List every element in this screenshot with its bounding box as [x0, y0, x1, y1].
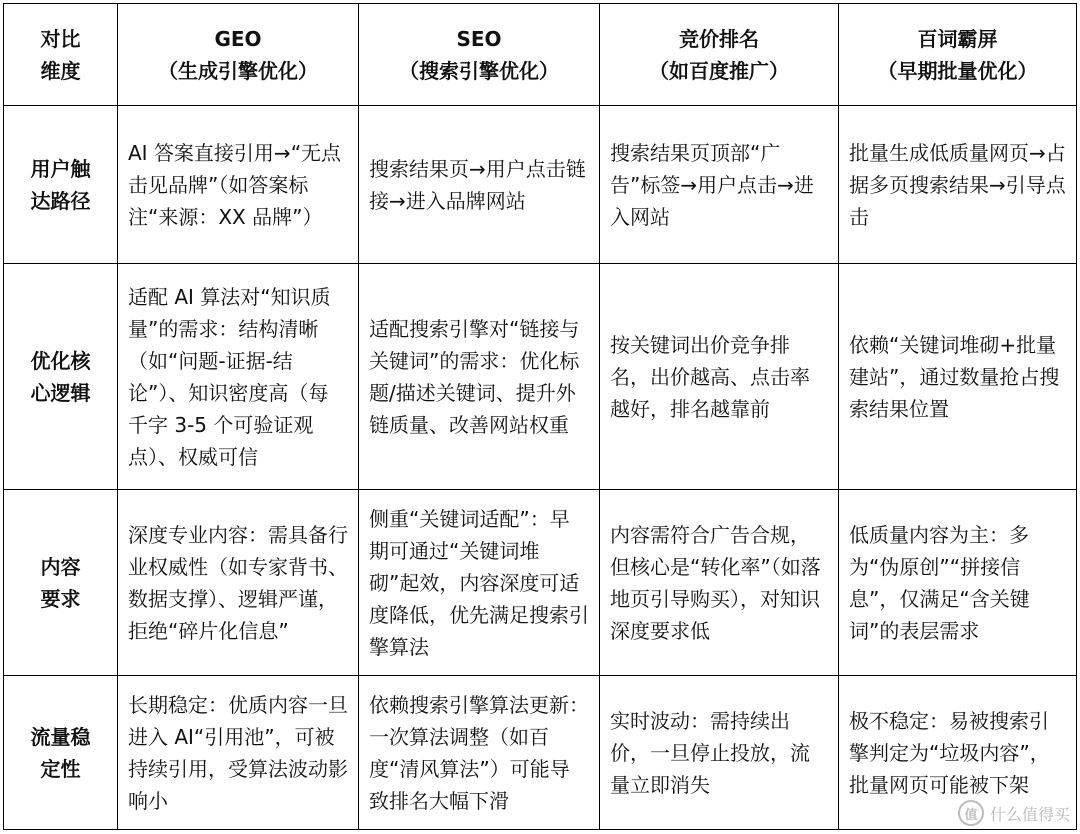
cell-seo: 搜索结果页→用户点击链接→进入品牌网站 [359, 106, 600, 264]
cell-bidding: 按关键词出价竞争排名，出价越高、点击率越好，排名越靠前 [600, 264, 839, 490]
table-row-traffic-stability [4, 676, 1077, 830]
header-seo [359, 4, 600, 106]
cell-bidding: 搜索结果页顶部“广告”标签→用户点击→进入网站 [600, 106, 839, 264]
header-geo-line1: GEO [214, 26, 262, 51]
header-bulk [839, 4, 1077, 106]
table-row-content-requirements [4, 490, 1077, 676]
row-head-line1: 优化核 [30, 348, 91, 373]
row-head-line2: 达路径 [30, 188, 91, 213]
header-bidding-line1: 竞价排名 [679, 26, 759, 51]
table-row-reach-path [4, 106, 1077, 264]
header-bulk-line1: 百词霸屏 [917, 26, 998, 51]
row-head-reach-path [4, 106, 118, 264]
header-bidding-line2: （如百度推广） [649, 58, 789, 83]
cell-bulk: 批量生成低质量网页→占据多页搜索结果→引导点击 [839, 106, 1077, 264]
cell-bidding: 实时波动：需持续出价，一旦停止投放，流量立即消失 [600, 676, 839, 830]
header-seo-line2: （搜索引擎优化） [399, 58, 559, 83]
cell-geo: 适配 AI 算法对“知识质量”的需求：结构清晰（如“问题-证据-结论”）、知识密度高（每千字 3-5 个可验证观点）、权威可信 [118, 264, 359, 490]
watermark-text: 什么值得买 [989, 804, 1070, 824]
cell-geo: 长期稳定：优质内容一旦进入 AI“引用池”，可被持续引用，受算法波动影响小 [118, 676, 359, 830]
cell-geo: AI 答案直接引用→“无点击见品牌”（如答案标注“来源：XX 品牌”） [118, 106, 359, 264]
header-bulk-line2: （早期批量优化） [877, 58, 1038, 83]
row-head-traffic-stability [4, 676, 118, 830]
cell-bulk: 极不稳定：易被搜索引擎判定为“垃圾内容”，批量网页可能被下架 [839, 676, 1077, 830]
row-head-line2: 定性 [40, 756, 81, 781]
header-dimension-line1: 对比 [40, 26, 81, 51]
row-head-line2: 心逻辑 [30, 380, 91, 405]
cell-seo: 适配搜索引擎对“链接与关键词”的需求：优化标题/描述关键词、提升外链质量、改善网站权重 [359, 264, 600, 490]
row-head-line1: 流量稳 [30, 724, 91, 749]
header-row [4, 4, 1077, 106]
smzdm-logo-icon: 值 [958, 800, 984, 826]
cell-bulk: 低质量内容为主：多为“伪原创”“拼接信息”，仅满足“含关键词”的表层需求 [839, 490, 1077, 676]
table-row-core-logic [4, 264, 1077, 490]
row-head-line2: 要求 [40, 586, 81, 611]
header-seo-line1: SEO [456, 26, 502, 51]
cell-geo: 深度专业内容：需具备行业权威性（如专家背书、数据支撑）、逻辑严谨，拒绝“碎片化信息” [118, 490, 359, 676]
cell-seo: 依赖搜索引擎算法更新：一次算法调整（如百度“清风算法”）可能导致排名大幅下滑 [359, 676, 600, 830]
header-geo-line2: （生成引擎优化） [158, 58, 318, 83]
header-geo [118, 4, 359, 106]
header-bidding [600, 4, 839, 106]
header-dimension-line2: 维度 [40, 58, 81, 83]
row-head-content-requirements [4, 490, 118, 676]
row-head-line1: 内容 [40, 554, 81, 579]
comparison-table [3, 3, 1077, 830]
header-dimension [4, 4, 118, 106]
cell-seo: 侧重“关键词适配”：早期可通过“关键词堆砌”起效，内容深度可适度降低，优先满足搜索引擎算法 [359, 490, 600, 676]
row-head-line1: 用户触 [30, 156, 91, 181]
cell-bidding: 内容需符合广告合规，但核心是“转化率”（如落地页引导购买），对知识深度要求低 [600, 490, 839, 676]
watermark [958, 800, 1070, 826]
row-head-core-logic [4, 264, 118, 490]
cell-bulk: 依赖“关键词堆砌+批量建站”，通过数量抢占搜索结果位置 [839, 264, 1077, 490]
